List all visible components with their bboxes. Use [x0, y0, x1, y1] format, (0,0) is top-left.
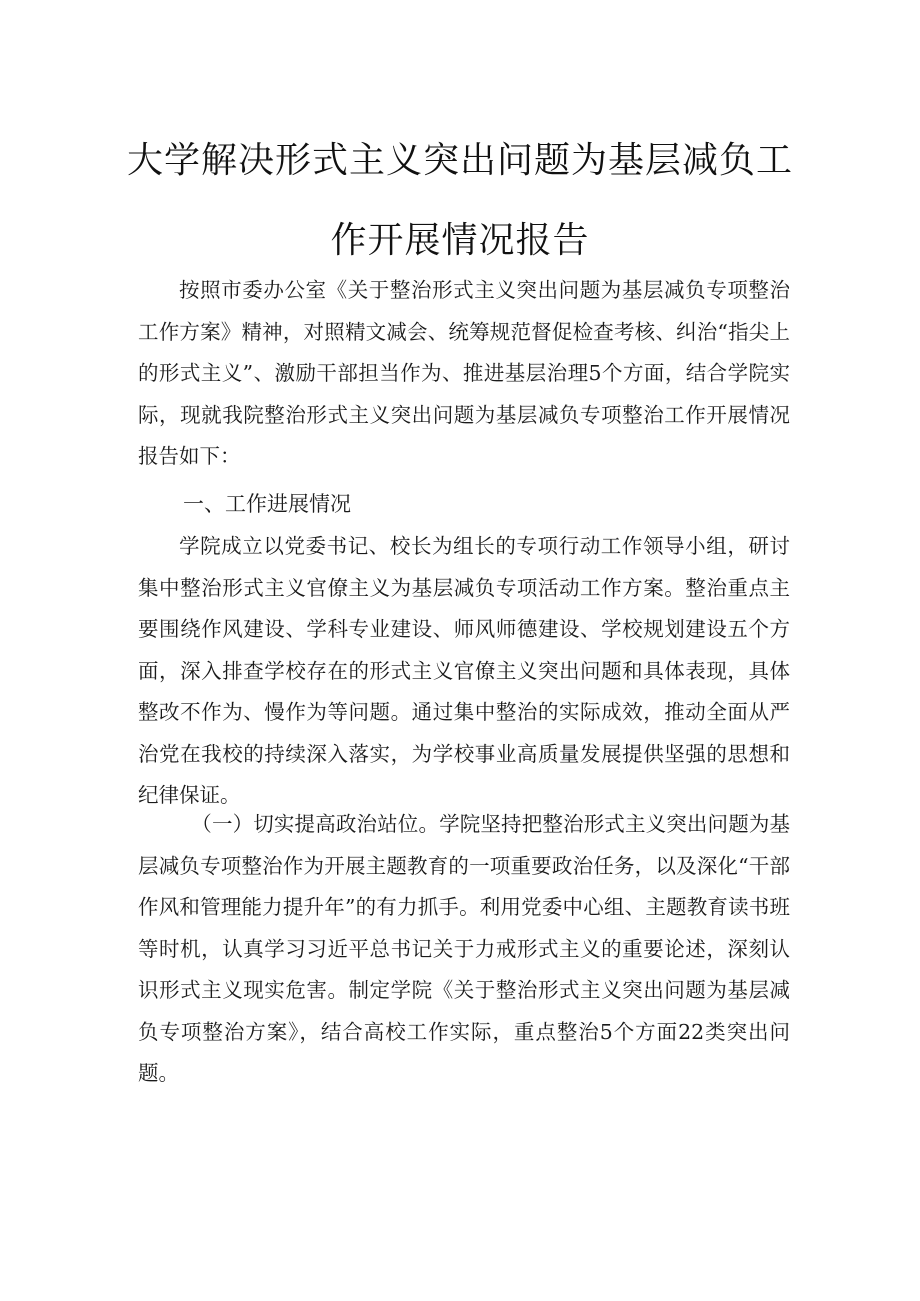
- intro-paragraph: 按照市委办公室《关于整治形式主义突出问题为基层减负专项整治工作方案》精神，对照精文减会、统筹规范督促检查考核、纠治“指尖上的形式主义”、激励干部担当作为、推进基层治理5个方面，结合学院实际，现就我院整治形式主义突出问题为基层减负专项整治工作开展情况报告如下：: [138, 278, 790, 468]
- report-title-line-1: 大学解决形式主义突出问题为基层减负工: [126, 140, 793, 181]
- report-title-line-2: 作开展情况报告: [330, 220, 590, 261]
- item-political-stance-paragraph: （一）切实提高政治站位。学院坚持把整治形式主义突出问题为基层减负专项整治作为开展主题教育的一项重要政治任务，以及深化“干部作风和管理能力提升年”的有力抓手。利用党委中心组、主题教育读书班等时机，认真学习习近平总书记关于力戒形式主义的重要论述，深刻认识形式主义现实危害。制定学院《关于整治形式主义突出问题为基层减负专项整治方案》，结合高校工作实际，重点整治5个方面22类突出问题。: [138, 812, 790, 1085]
- section-overview-paragraph: 学院成立以党委书记、校长为组长的专项行动工作领导小组，研讨集中整治形式主义官僚主义为基层减负专项活动工作方案。整治重点主要围绕作风建设、学科专业建设、师风师德建设、学校规划建设五个方面，深入排查学校存在的形式主义官僚主义突出问题和具体表现，具体整改不作为、慢作为等问题。通过集中整治的实际成效，推动全面从严治党在我校的持续深入落实，为学校事业高质量发展提供坚强的思想和纪律保证。: [138, 534, 790, 807]
- section-heading-work-progress: 一、工作进展情况: [183, 492, 351, 516]
